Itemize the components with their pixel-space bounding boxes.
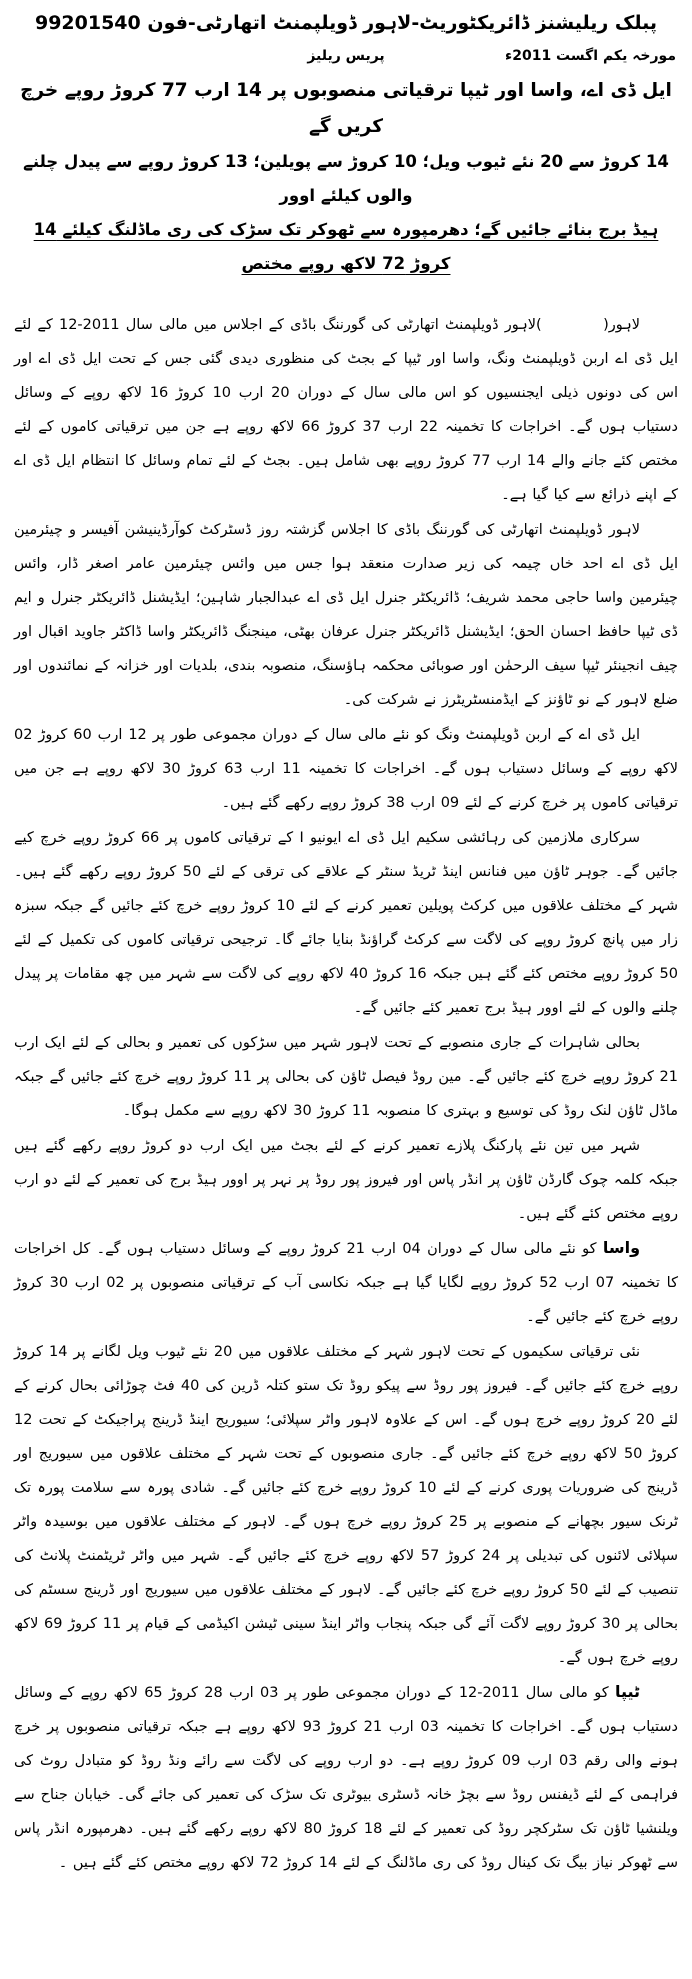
paragraph-text: سرکاری ملازمین کی رہائشی سکیم ایل ڈی اے ایونیو I کے ترقیاتی کاموں پر 66 کروڑ روپے خرچ کیے جائیں گے۔ جوہر ٹاؤن میں فنانس اینڈ ٹریڈ سنٹر کے علاقے کی ترقی کے لئے 50 کروڑ روپے رکھے گئے ہیں۔ شہر کے مختلف علاقوں میں کرکٹ پویلین تعمیر کرنے کے لئے 10 کروڑ روپے خرچ کئے جائیں گے جبکہ سبزہ زار میں پانچ کروڑ روپے کی لاگت سے کرکٹ گراؤنڈ بنایا جائے گا۔ ترجیحی ترقیاتی کاموں کی تکمیل کے لئے 50 کروڑ روپے مختص کئے گئے ہیں جبکہ 16 کروڑ 40 لاکھ روپے کی لاگت سے شہر میں چھ مقامات پر پیدل چلنے والوں کے لئے اوور ہیڈ برج تعمیر کئے جائیں گے۔ <box>14 830 678 1016</box>
paragraph-parking-plazas <box>14 1128 678 1231</box>
paragraph-lead: واسا <box>602 1238 641 1257</box>
paragraph-urban-development-wing <box>14 717 678 820</box>
paragraph-lead: ٹیپا <box>614 1682 641 1701</box>
paragraph-text: لاہور ڈویلپمنٹ اتھارٹی کی گورننگ باڈی کا اجلاس گزشتہ روز ڈسٹرکٹ کوآرڈینیشن آفیسر و چیئرمین ایل ڈی اے احد خاں چیمہ کی زیر صدارت منعقد ہوا جس میں وائس چیئرمین عامر اصغر ڈار، وائس چیئرمین واسا حاجی محمد شریف؛ ڈائریکٹر جنرل ایل ڈی اے عبدالجبار شاہین؛ ایڈیشنل ڈائریکٹر جنرل و ایم ڈی ٹیپا حافظ احسان الحق؛ ایڈیشنل ڈائریکٹر جنرل عرفان بھٹی، مینجنگ ڈائریکٹر واسا ڈاکٹر جاوید اقبال اور چیف انجینئر ٹیپا سیف الرحمٰن اور صوبائی محکمہ ہاؤسنگ، منصوبہ بندی، بلدیات اور خزانہ کے نمائندوں اور ضلع لاہور کے نو ٹاؤنز کے ایڈمنسٹریٹرز نے شرکت کی۔ <box>14 522 678 708</box>
paragraph-schemes-allocations <box>14 820 678 1025</box>
paragraph-text: ایل ڈی اے کے اربن ڈویلپمنٹ ونگ کو نئے مالی سال کے دوران مجموعی طور پر 12 ارب 60 کروڑ 02 لاکھ روپے کے وسائل دستیاب ہوں گے۔ اخراجات کا تخمینہ 11 ارب 63 کروڑ 30 لاکھ روپے ہے جن میں ترقیاتی کاموں پر خرچ کرنے کے لئے 09 ارب 38 کروڑ روپے رکھے گئے ہیں۔ <box>14 727 678 811</box>
masthead: پبلک ریلیشنز ڈائریکٹوریٹ-لاہور ڈویلپمنٹ اتھارٹی-فون 99201540 <box>34 12 657 34</box>
dateline-row <box>14 40 678 72</box>
paragraph-road-rehabilitation <box>14 1025 678 1128</box>
headline-line2: 14 کروڑ سے 20 نئے ٹیوب ویل؛ 10 کروڑ سے پویلین؛ 13 کروڑ روپے سے پیدل چلنے والوں کیلئے اوور <box>23 152 669 205</box>
headline-line3: ہیڈ برج بنائے جائیں گے؛ دھرمپورہ سے ٹھوکر تک سڑک کی ری ماڈلنگ کیلئے 14 کروڑ 72 لاکھ روپے مختص <box>33 220 659 273</box>
paragraph-text: شہر میں تین نئے پارکنگ پلازے تعمیر کرنے کے لئے بجٹ میں ایک ارب دو کروڑ روپے رکھے گئے ہیں جبکہ کلمہ چوک گارڈن ٹاؤن پر انڈر پاس اور فیروز پور روڈ پر نہر پر اوور ہیڈ برج کی تعمیر کے لئے دو ارب روپے مختص کئے گئے ہیں۔ <box>14 1138 678 1222</box>
paragraph-text: کو نئے مالی سال کے دوران 04 ارب 21 کروڑ روپے کے وسائل دستیاب ہوں گے۔ کل اخراجات کا تخمینہ 07 ارب 52 کروڑ روپے لگایا گیا ہے جبکہ نکاسی آب کے ترقیاتی منصوبوں پر 02 ارب 30 کروڑ روپے خرچ کئے جائیں گے۔ <box>14 1241 678 1325</box>
date-line: مورخہ یکم اگست 2011ء <box>505 48 676 64</box>
paragraph-text: بحالی شاہرات کے جاری منصوبے کے تحت لاہور شہر میں سڑکوں کی تعمیر و بحالی کے لئے ایک ارب 21 کروڑ روپے خرچ کئے جائیں گے۔ مین روڈ فیصل ٹاؤن کی بحالی پر 11 کروڑ روپے خرچ کئے جائیں گے جبکہ ماڈل ٹاؤن لنک روڈ کی توسیع و بہتری کا منصوبہ 11 کروڑ 30 لاکھ روپے سے مکمل ہوگا۔ <box>14 1035 678 1119</box>
document-body <box>14 307 678 1880</box>
paragraph-new-development-schemes <box>14 1334 678 1675</box>
paragraph-text: لاہور( )لاہور ڈویلپمنٹ اتھارٹی کی گورننگ باڈی کے اجلاس میں مالی سال 2011-12 کے لئے ایل ڈی اے اربن ڈویلپمنٹ ونگ، واسا اور ٹیپا کے بجٹ کی منظوری دیدی گئی جس کے تحت ایل ڈی اے اور اس کی دونوں ذیلی ایجنسیوں کو اس مالی سال کے دوران 20 ارب 10 کروڑ 16 لاکھ روپے کے وسائل دستیاب ہوں گے۔ اخراجات کا تخمینہ 22 ارب 37 کروڑ 66 لاکھ روپے ہے جن میں ترقیاتی کاموں کے لئے مختص کئے جانے والے 14 ارب 77 کروڑ روپے بھی شامل ہیں۔ بجٹ کے لئے تمام وسائل کا انتظام ایل ڈی اے کے اپنے ذرائع سے کیا گیا ہے۔ <box>14 317 678 503</box>
paragraph-meeting-attendees <box>14 512 678 717</box>
paragraph-tepa-budget <box>14 1675 678 1880</box>
paragraph-budget-approval <box>14 307 678 512</box>
paragraph-text: نئی ترقیاتی سکیموں کے تحت لاہور شہر کے مختلف علاقوں میں 20 نئے ٹیوب ویل لگانے پر 14 کروڑ روپے خرچ کئے جائیں گے۔ فیروز پور روڈ سے پیکو روڈ تک ستو کتلہ ڈرین کی 40 فٹ چوڑائی بحال کرنے کے لئے 20 کروڑ روپے خرچ ہوں گے۔ اس کے علاوہ لاہور واٹر سپلائی؛ سیوریج اینڈ ڈرینج پراجیکٹ کے تحت 12 کروڑ 50 لاکھ روپے خرچ کئے جائیں گے۔ جاری منصوبوں کے تحت شہر کے مختلف علاقوں میں سیوریج اور ڈرینج کی ضروریات پوری کرنے کے لئے 10 کروڑ روپے خرچ کئے جائیں گے۔ شادی پورہ سے سلامت پورہ تک ٹرنک سیور بچھانے کے منصوبے پر 25 کروڑ روپے خرچ ہوں گے۔ لاہور کے مختلف علاقوں میں بوسیدہ واٹر سپلائی لائنوں کی تبدیلی پر 24 کروڑ 57 لاکھ روپے خرچ کئے جائیں گے۔ شہر میں واٹر ٹریٹمنٹ پلانٹ کی تنصیب کے لئے 50 کروڑ روپے خرچ کئے جائیں گے۔ لاہور کے مختلف علاقوں میں سیوریج اور ڈرینج سسٹم کی بحالی پر 30 کروڑ روپے لاگت آئے گی جبکہ پنجاب واٹر اینڈ سینی ٹیشن اکیڈمی کے قیام پر 11 کروڑ 69 لاکھ روپے خرچ ہوں گے۔ <box>14 1344 679 1666</box>
press-release-label: پریس ریلیز <box>307 48 385 64</box>
headline-line1: ایل ڈی اے، واسا اور ٹیپا ترقیاتی منصوبوں پر 14 ارب 77 کروڑ روپے خرچ کریں گے <box>20 80 672 137</box>
paragraph-wasa-budget <box>14 1231 678 1334</box>
paragraph-text: کو مالی سال 2011-12 کے دوران مجموعی طور پر 03 ارب 28 کروڑ 65 لاکھ روپے کے وسائل دستیاب ہوں گے۔ اخراجات کا تخمینہ 03 ارب 21 کروڑ 93 لاکھ روپے ہے جبکہ ترقیاتی منصوبوں پر خرچ ہونے والی رقم 03 ارب 09 کروڑ روپے ہے۔ دو ارب روپے کی لاگت سے رائے ونڈ روڈ کو متبادل روٹ کی فراہمی کے لئے ڈیفنس روڈ سے بچڑ خانہ ڈسٹری بیوٹری تک سڑک کی تعمیر کی جائے گی۔ خیابان جناح سے ویلنشیا ٹاؤن تک سٹرکچر روڈ کی تعمیر کے لئے 18 کروڑ 80 لاکھ روپے رکھے گئے ہیں۔ دھرمپورہ انڈر پاس سے ٹھوکر نیاز بیگ تک کینال روڈ کی ری ماڈلنگ کے لئے 14 کروڑ 72 لاکھ روپے مختص کئے گئے ہیں ۔ <box>14 1685 678 1871</box>
